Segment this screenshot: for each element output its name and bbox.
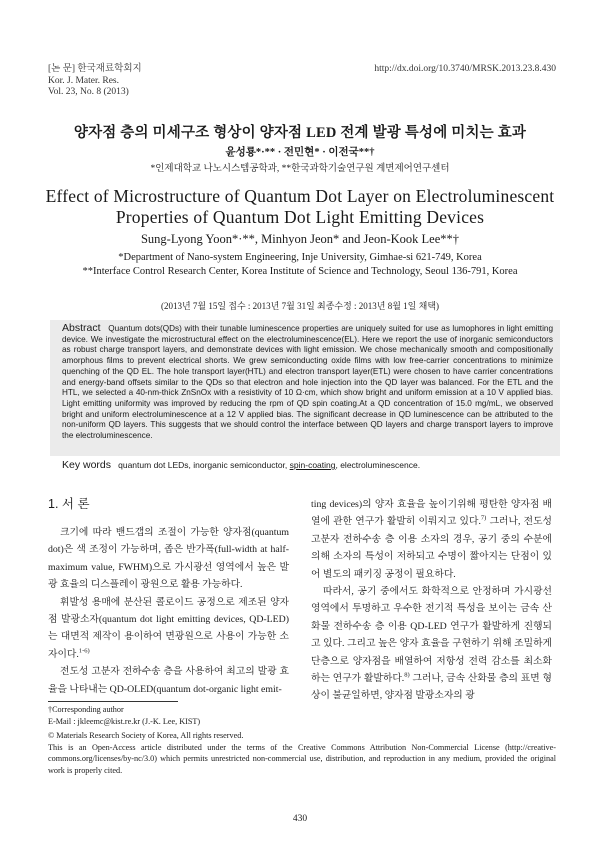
corresponding-author-footnote (48, 704, 200, 727)
page-number: 430 (292, 814, 308, 824)
authors-english: Sung-Lyong Yoon*·**, Minhyon Jeon* and Jeon-Kook Lee**† (140, 232, 460, 246)
corresponding-author-label: †Corresponding author (48, 705, 124, 714)
paragraph-text: 휘발성 용매에 분산된 콜로이드 공정으로 제조된 양자점 발광소자(quantum dot light emitting devices, QD-LED)는 대면적 제작이 용이하여 면광원으로 사용이 가능한 소자이다. (48, 596, 289, 660)
paragraph (48, 663, 289, 698)
paragraph-text: 그러나, 금속 산화물 층의 표면 형상이 불균일하면, 양자점 발광소자의 광 (311, 673, 552, 702)
corresponding-author-email: E-Mail : jkleemc@kist.re.kr (J.-K. Lee, KIST) (48, 716, 201, 726)
keywords-tail: , electroluminescence. (335, 460, 421, 470)
submission-dates: (2013년 7월 15일 접수 : 2013년 7월 31일 최종수정 : 2013년 8월 1일 채택) (160, 301, 440, 311)
license-text: This is an Open-Access article distributed under the terms of the Creative Commons Attribution Non-Commercial License (http://creative-commons.org/licenses/by-nc/3.0) which permits unrestricted non-commercial use, distribution, and reproduction in any medium, provided the original work is properly cited. (48, 742, 556, 775)
journal-volume: Vol. 23, No. 8 (2013) (48, 87, 129, 97)
authors-korean: 윤성룡*·** · 전민현* · 이전국**† (225, 147, 375, 158)
keyword-spin-coating: spin-coating (289, 460, 336, 470)
body-column-right (311, 496, 552, 705)
section-heading-introduction: 1. 서 론 (48, 497, 90, 511)
license-footnote (48, 730, 556, 776)
keywords-label: Key words (62, 459, 112, 471)
paragraph (311, 583, 552, 705)
reference-marker: 8) (404, 671, 410, 679)
paragraph-text: 전도성 고분자 전하수송 층을 사용하여 최고의 발광 효율을 나타내는 QD-OLED(quantum dot-organic light emit- (48, 666, 289, 695)
title-english (0, 186, 600, 228)
abstract (62, 323, 553, 442)
abstract-label: Abstract (62, 322, 101, 334)
paragraph (311, 496, 552, 583)
copyright-notice: © Materials Research Society of Korea, All rights reserved. (48, 731, 244, 740)
doi-link: http://dx.doi.org/10.3740/MRSK.2013.23.8.430 (374, 64, 556, 74)
affiliation-2: **Interface Control Research Center, Korea Institute of Science and Technology, Seoul 136-791, Korea (82, 265, 518, 277)
reference-marker: 1-6) (78, 647, 90, 655)
journal-info (48, 64, 142, 99)
journal-abbrev: Kor. J. Mater. Res. (48, 75, 119, 86)
body-column-left (48, 496, 289, 698)
paragraph-text: ting devices)의 양자 효율을 높이기위해 평탄한 양자점 배열에 관한 연구가 활발히 이뤄지고 있다. (311, 499, 552, 528)
affiliation-1: *Department of Nano-system Engineering, Inje University, Gimhae-si 621-749, Korea (118, 252, 482, 263)
abstract-text: Quantum dots(QDs) with their tunable luminescence properties are uniquely suited for use as lumophores in light emitting device. We investigate the microstructural effect on the electroluminescence(EL). Here we report the use of inorganic semiconductors as robust charge transport layers, and demonstrate devices with light emission. We chose mechanically smooth and compositionally amorphous films to prevent electrical shorts. We grew semiconducting oxide films with low free-carrier concentrations to minimize quenching of the QD EL. The hole transport layer(HTL) and electron transport layer(ETL) were chosen to have carrier concentrations and energy-band offsets similar to the QDs so that electron and hole injection into the QD layer was balanced. For the ETL and the HTL, we selected a 40-nm-thick ZnSnOx with a resistivity of 10 Ω·cm, which show bright and uniform emission at a 10 V applied bias. Light emitting uniformity was improved by reducing the rpm of QD spin coating.At a QD concentration of 15.0 mg/mL, we observed bright and uniform electroluminescence at a 12 V applied bias. The significant decrease in QD luminescence can be attributed to the non-uniform QD layers. This suggests that we should control the interface between QD layers and charge transport layers to improve the electroluminescence. (62, 324, 553, 441)
paragraph (48, 594, 289, 664)
title-korean: 양자점 층의 미세구조 형상이 양자점 LED 전계 발광 특성에 미치는 효과 (73, 125, 527, 141)
paragraph-text: 따라서, 공기 중에서도 화학적으로 안정하며 가시광선 영역에서 투명하고 우수한 전기적 특성을 보이는 금속 산화물 전하수송 층 이용 QD-LED 연구가 활발하게 진행되고 있다. 그리고 높은 양자 효율을 구현하기 위해 조밀하게 단층으로 양자점을 배열하여 저항성 전력 감소를 최소화하는 연구가 활발하다. (311, 586, 552, 685)
paragraph-text: 그러나, 전도성 고분자 전하수송 층 이용 소자의 경우, 공기 중의 수분에 의해 소자의 특성이 저하되고 수명이 짧아지는 단점이 있어 별도의 패키징 공정이 필요하다. (311, 516, 553, 580)
affiliations-korean: *인제대학교 나노시스템공학과, **한국과학기술연구원 계면제어연구센터 (150, 164, 450, 174)
title-english-line-1: Effect of Microstructure of Quantum Dot Layer on Electroluminescent (45, 186, 555, 206)
title-english-line-2: Properties of Quantum Dot Light Emitting Devices (115, 207, 485, 227)
journal-name-ko: [논 문] 한국재료학회지 (48, 64, 142, 74)
reference-marker: 7) (480, 515, 487, 523)
paragraph (48, 524, 289, 594)
keywords-text: quantum dot LEDs, inorganic semiconductor, (118, 460, 290, 470)
footnote-divider (48, 701, 178, 702)
keywords (62, 459, 553, 471)
paragraph-text: 크기에 따라 밴드갭의 조절이 가능한 양자점(quantum dot)은 색 조정이 가능하며, 좁은 반가폭(full-width at half-maximum value, FWHM)으로 가시광선 영역에서 높은 발광 효율의 디스플레이 광원으로 활용 가능하다. (48, 527, 289, 591)
affiliations-english (0, 251, 600, 278)
